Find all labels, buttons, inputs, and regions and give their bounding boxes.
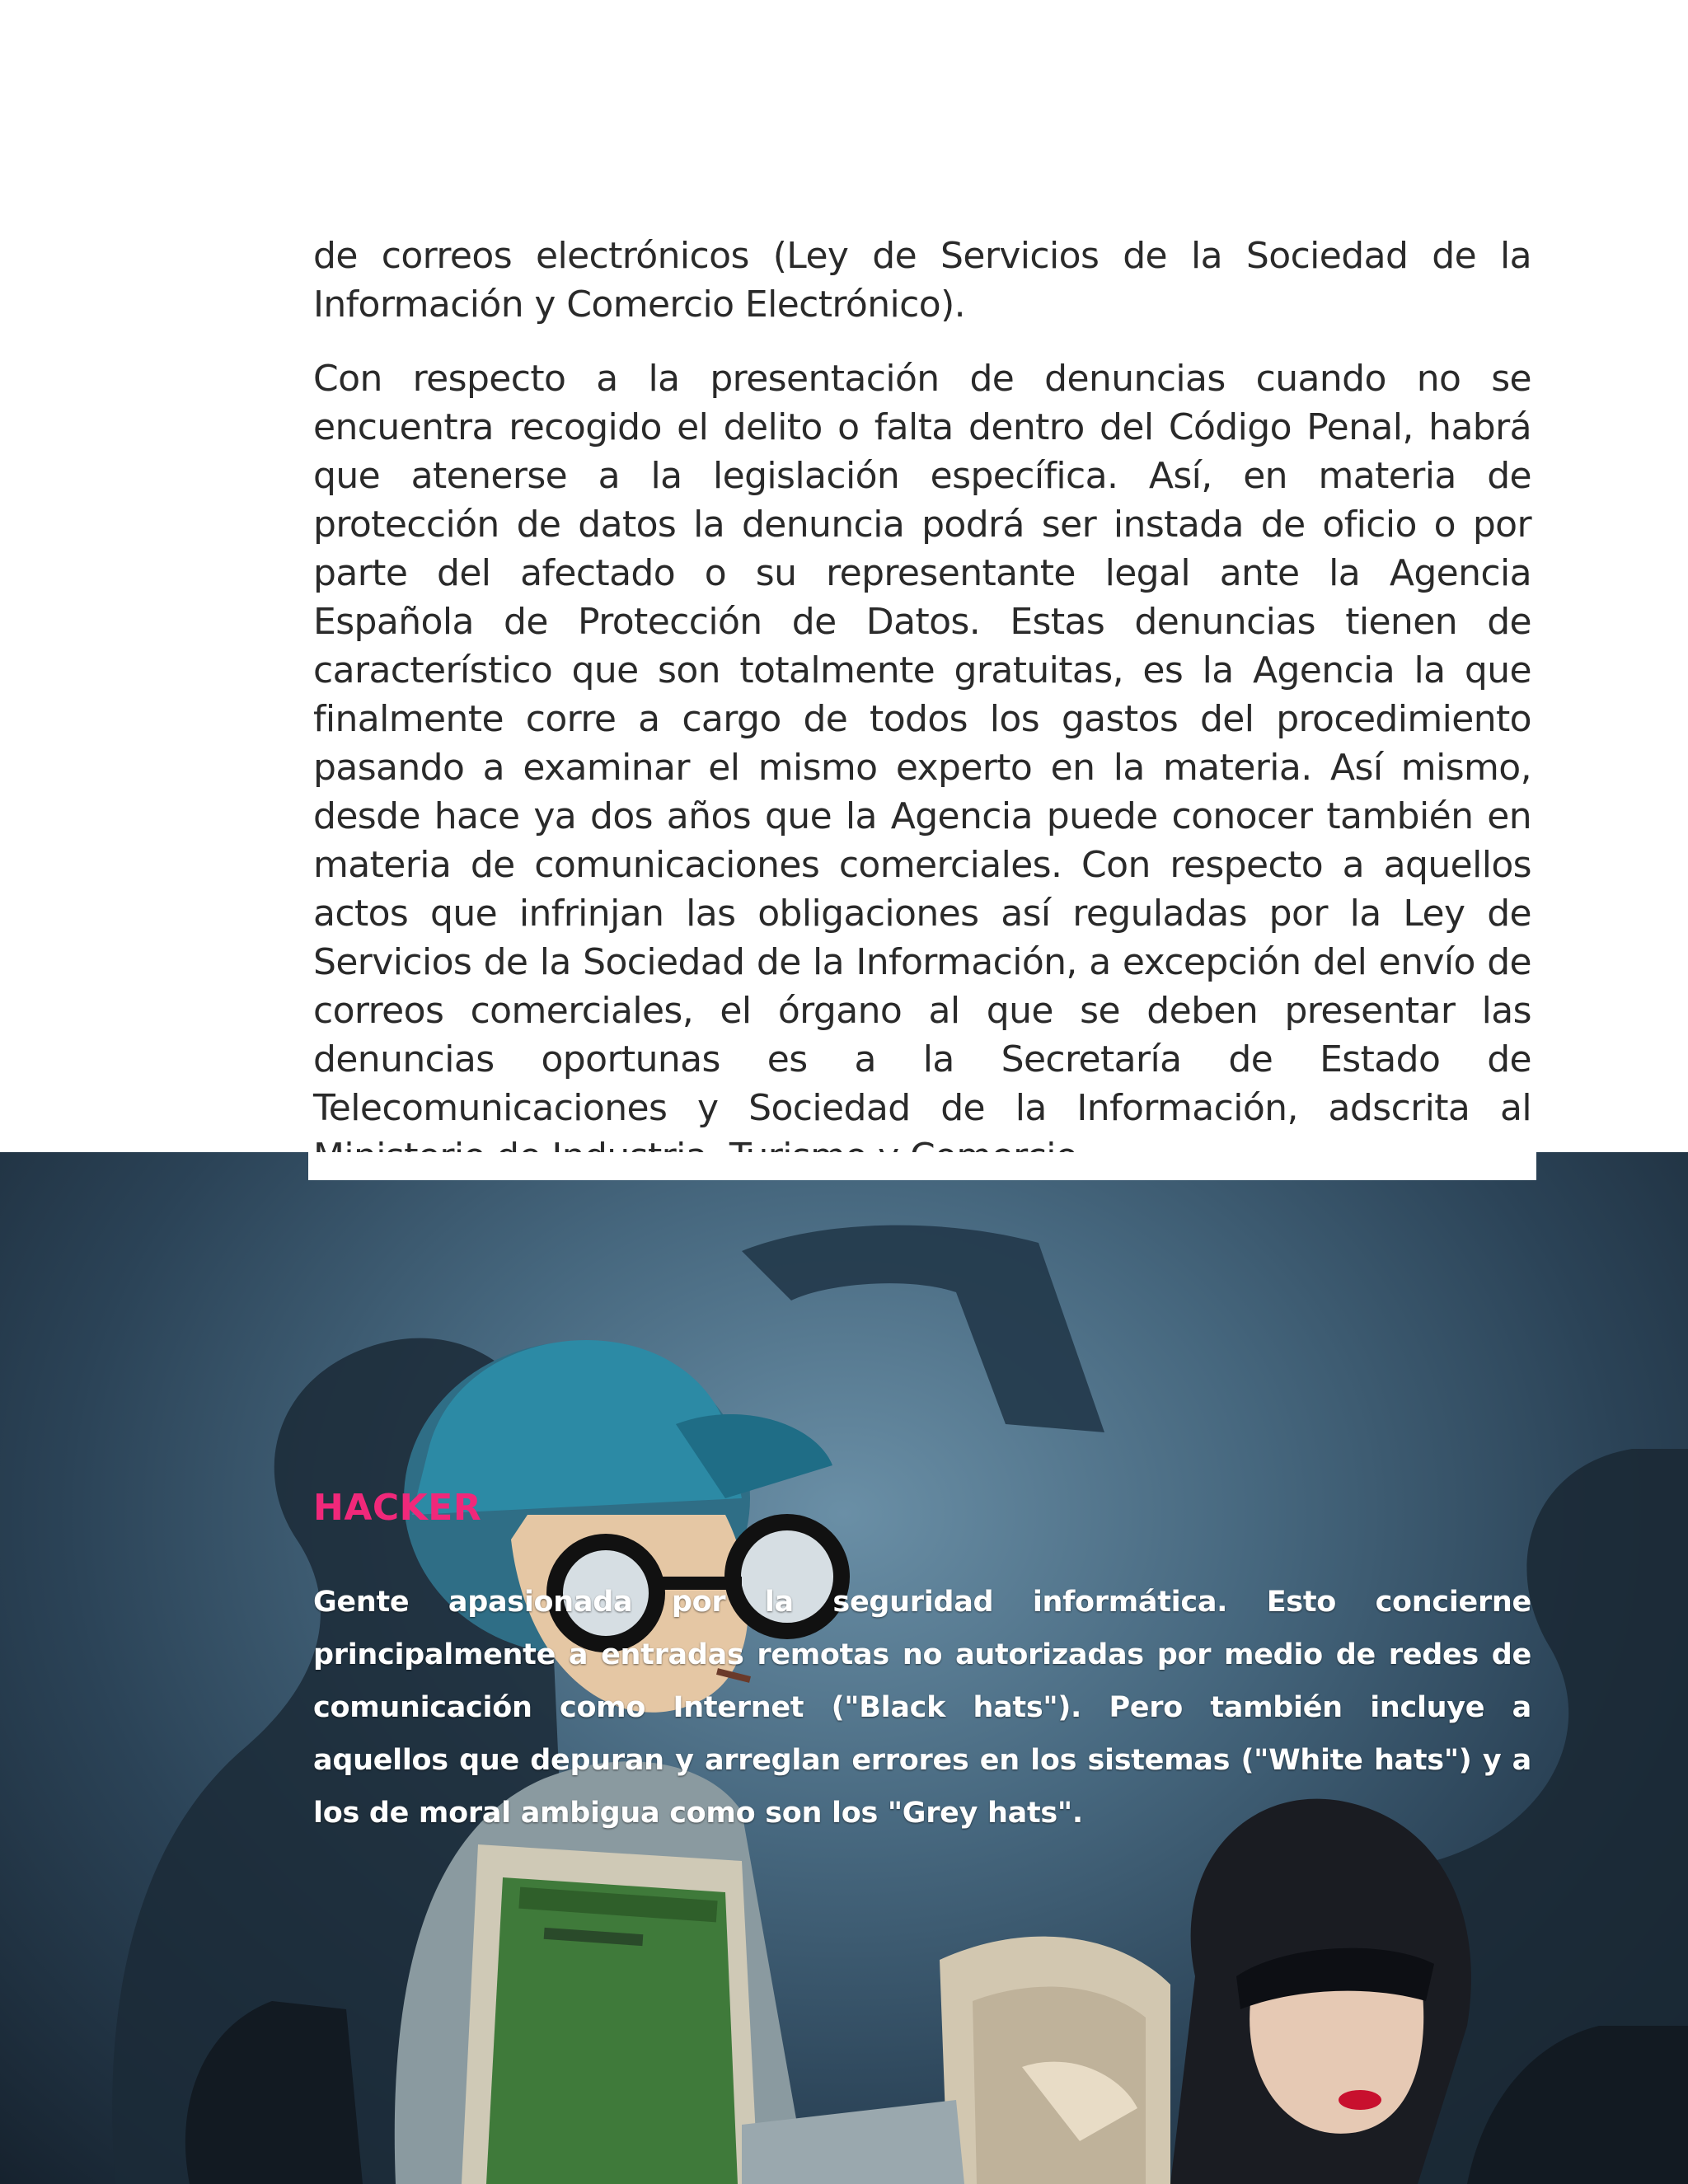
hacker-section-title: HACKER bbox=[313, 1487, 482, 1529]
hacker-section-description: Gente apasionada por la seguridad informática. Esto concierne principalmente a entradas remotas no autorizadas por medio de redes de comunicación como Internet ("Black hats"). Pero también incluye a aquellos que depuran y arreglan errores en los sistemas ("White hats") y a los de moral ambigua como son los "Grey hats". bbox=[313, 1586, 1531, 1830]
intro-paragraph: de correos electrónicos (Ley de Servicios de la Sociedad de la Información y Comercio Electrónico). bbox=[313, 235, 1531, 326]
main-paragraph: Con respecto a la presentación de denuncias cuando no se encuentra recogido el delito o falta dentro del Código Penal, habrá que atenerse a la legislación específica. Así, en materia de protección de datos la denuncia podrá ser instada de oficio o por parte del afectado o su representante legal ante la Agencia Española de Protección de Datos. Estas denuncias tienen de característico que son totalmente gratuitas, es la Agencia la que finalmente corre a cargo de todos los gastos del procedimiento pasando a examinar el mismo experto en la materia. Así mismo, desde hace ya dos años que la Agencia puede conocer también en materia de comunicaciones comerciales. Con respecto a aquellos actos que infrinjan las obligaciones así reguladas por la Ley de Servicios de la Sociedad de la Información, a excepción del envío de correos comerciales, el órgano al que se deben presentar las denuncias oportunas es a la Secretaría de Estado de Telecomunicaciones y Sociedad de la Información, adscrita al bbox=[313, 358, 1531, 1129]
paragraph-last-line-background bbox=[308, 1152, 1536, 1180]
